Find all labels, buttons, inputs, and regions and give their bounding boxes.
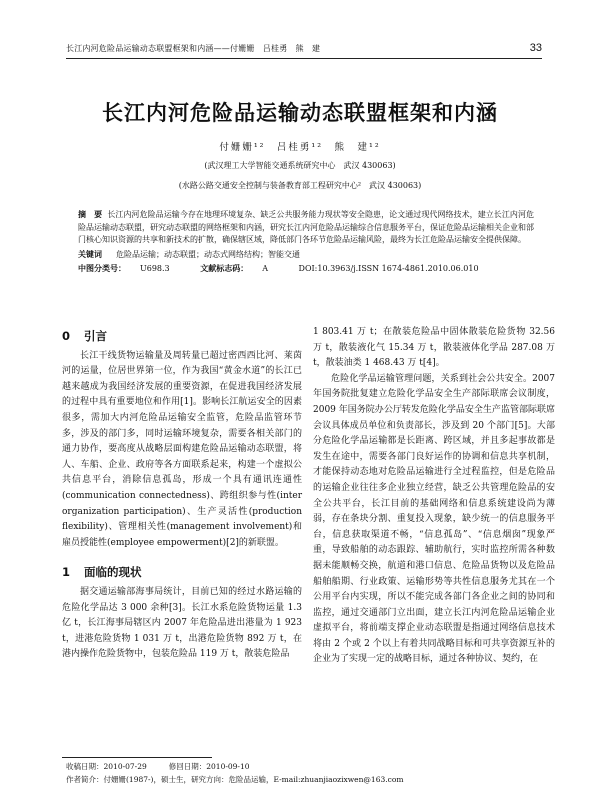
affiliation-2: (水路公路交通安全控制与装备教育部工程研究中心² 武汉 430063) [178, 181, 422, 190]
clc-code: U698.3 [140, 264, 170, 273]
keywords: 危险品运输；动态联盟；动态式网络结构；智能交通 [116, 249, 300, 259]
section-heading-status [62, 565, 302, 581]
paragraph: 1 803.41 万 t；在散装危险品中固体散装危险货物 32.56 万 t，散装液化气 15.34 万 t，散装液体化学品 287.08 万 t，散装油类 1 468.43 万 t[4]。 [313, 327, 555, 369]
section-title: 引言 [84, 329, 108, 343]
section-number: 1 [62, 565, 71, 580]
classification-line [78, 262, 534, 276]
paragraph: 长江干线货物运输量及周转量已超过密西西比河、莱茵河的运量，位居世界第一位，作为我国“黄金水道”的长江已越来越成为我国经济发展的重要资源，在促进我国经济发展的过程中具有重要地位和作用[1]。影响长江航运安全的因素很多，需加大内河危险品运输安全监管，危险品监管环节多，涉及的部门多，同时运输环境复杂，需要各相关部门的通力协作，要高度从战略层面构建危险品运输动态联盟，将人、车船、企业、政府等各方面联系起来，构建一个虚拟公共信息平台，消除信息孤岛，形成一个具有通讯连通性(communication connectedness)、跨组织参与性(inter organization participation)、生产灵活性(production flexibility)、管理相关性(management involvement)和雇员授能性(employee empowerment)[2]的新联盟。 [62, 350, 302, 548]
left-column [62, 325, 302, 663]
right-column [313, 325, 555, 668]
footnote-dates [66, 760, 403, 773]
author-note: 作者简介：付姗姗(1987-)，硕士生，研究方向：危险品运输，E-mail:zhuanjiaozixwen@163.com [66, 775, 404, 784]
section-heading-intro [62, 329, 302, 345]
abstract-label: 摘 要 [78, 209, 103, 219]
footnote-divider [62, 757, 212, 758]
section-number: 0 [62, 329, 71, 343]
running-header-text: 长江内河危险品运输动态联盟框架和内涵——付姗姗 吕桂勇 熊 建 [66, 44, 321, 53]
keywords-line [78, 248, 534, 262]
clc-label: 中图分类号： [78, 263, 126, 273]
received-date: 收稿日期：2010-07-29 [66, 762, 147, 771]
doi: DOI:10.3963/j.ISSN 1674-4861.2010.06.010 [298, 264, 479, 273]
paragraph: 危险化学品运输管理问题，关系到社会公共安全。2007 年国务院批复建立危险化学品安全生产部际联席会议制度，2009 年国务院办公厅转发危险化学品安全生产监管部际联席会议具体成员单位和负责部长，涉及到 20 个部门[5]。大部分危险化学品运输都是长距离、跨区域，并且多起事故都是发生在途中，需要各部门良好运作的协调和信息共享机制，才能保持动态地对危险品运输进行全过程监控，但是危险品的运输企业往往多企业独立经营，缺乏公共管理危险品的安全公共平台，长江目前的基础网络和信息系统建设尚为薄弱，存在条块分割、重复投入现象，缺少统一的信息服务平台，信息获取渠道不畅，“信息孤岛”、“信息烟囱”现象严重，导致船舶的动态跟踪、辅助航行，实时监控所需各种数据未能顺畅交换，航道和港口信息、危险品货物以及危险品船舶船期、行业政策、运输形势等共性信息服务尤其在一个公用平台内实现，所以不能完成各部门各企业之间的协同和监控，通过交通部门立出面，建立长江内河危险品运输企业虚拟平台，将前端支撑企业动态联盟是指通过网络信息技术将由 2 个或 2 个以上有着共同战略目标和可共享资源互补的企业为了实现一定的战略目标，通过各种协议、契约，在 [313, 373, 555, 665]
abstract-block [78, 208, 534, 276]
revised-date: 修回日期：2010-09-10 [168, 762, 250, 771]
affiliation-1: (武汉理工大学智能交通系统研究中心 武汉 430063) [204, 161, 396, 170]
doc-code: A [262, 264, 268, 273]
footnotes [66, 760, 403, 786]
section-title: 面临的现状 [84, 565, 142, 580]
keywords-label: 关键词 [78, 248, 102, 259]
page-number: 33 [529, 42, 542, 54]
doc-code-label: 文献标志码： [200, 263, 249, 273]
abstract [78, 208, 534, 247]
author-list: 付姗姗¹² 吕桂勇¹² 熊 建¹² [219, 142, 381, 153]
running-header [66, 42, 542, 59]
article-title: 长江内河危险品运输动态联盟框架和内涵 [102, 101, 498, 125]
abstract-text: 长江内河危险品运输今存在地理环境复杂、缺乏公共服务能力现状等安全隐患，论文通过现代网络技术，建立长江内河危险品运输动态联盟，研究动态联盟的网络框架和内涵，研究长江内河危险品运输综合信息服务平台，保证危险品运输相关企业和部门核心知识资源的共享和新技术的扩散，确保辖区域，降低部门各环节危险品运输风险，最终为长江危险品运输安全提供保障。 [78, 210, 535, 244]
paragraph: 据交通运输部海事局统计，目前已知的经过水路运输的危险化学品达 3 000 余种[3]。长江水系危险货物运量 1.3 亿 t，长江海事局辖区内 2007 年危险品进出港量为 1 923 t，进港危险货物 1 031 万 t，出港危险货物 892 万 t，在港内操作危险货物中，包装危险品 119 万 t，散装危险品 [62, 586, 302, 660]
